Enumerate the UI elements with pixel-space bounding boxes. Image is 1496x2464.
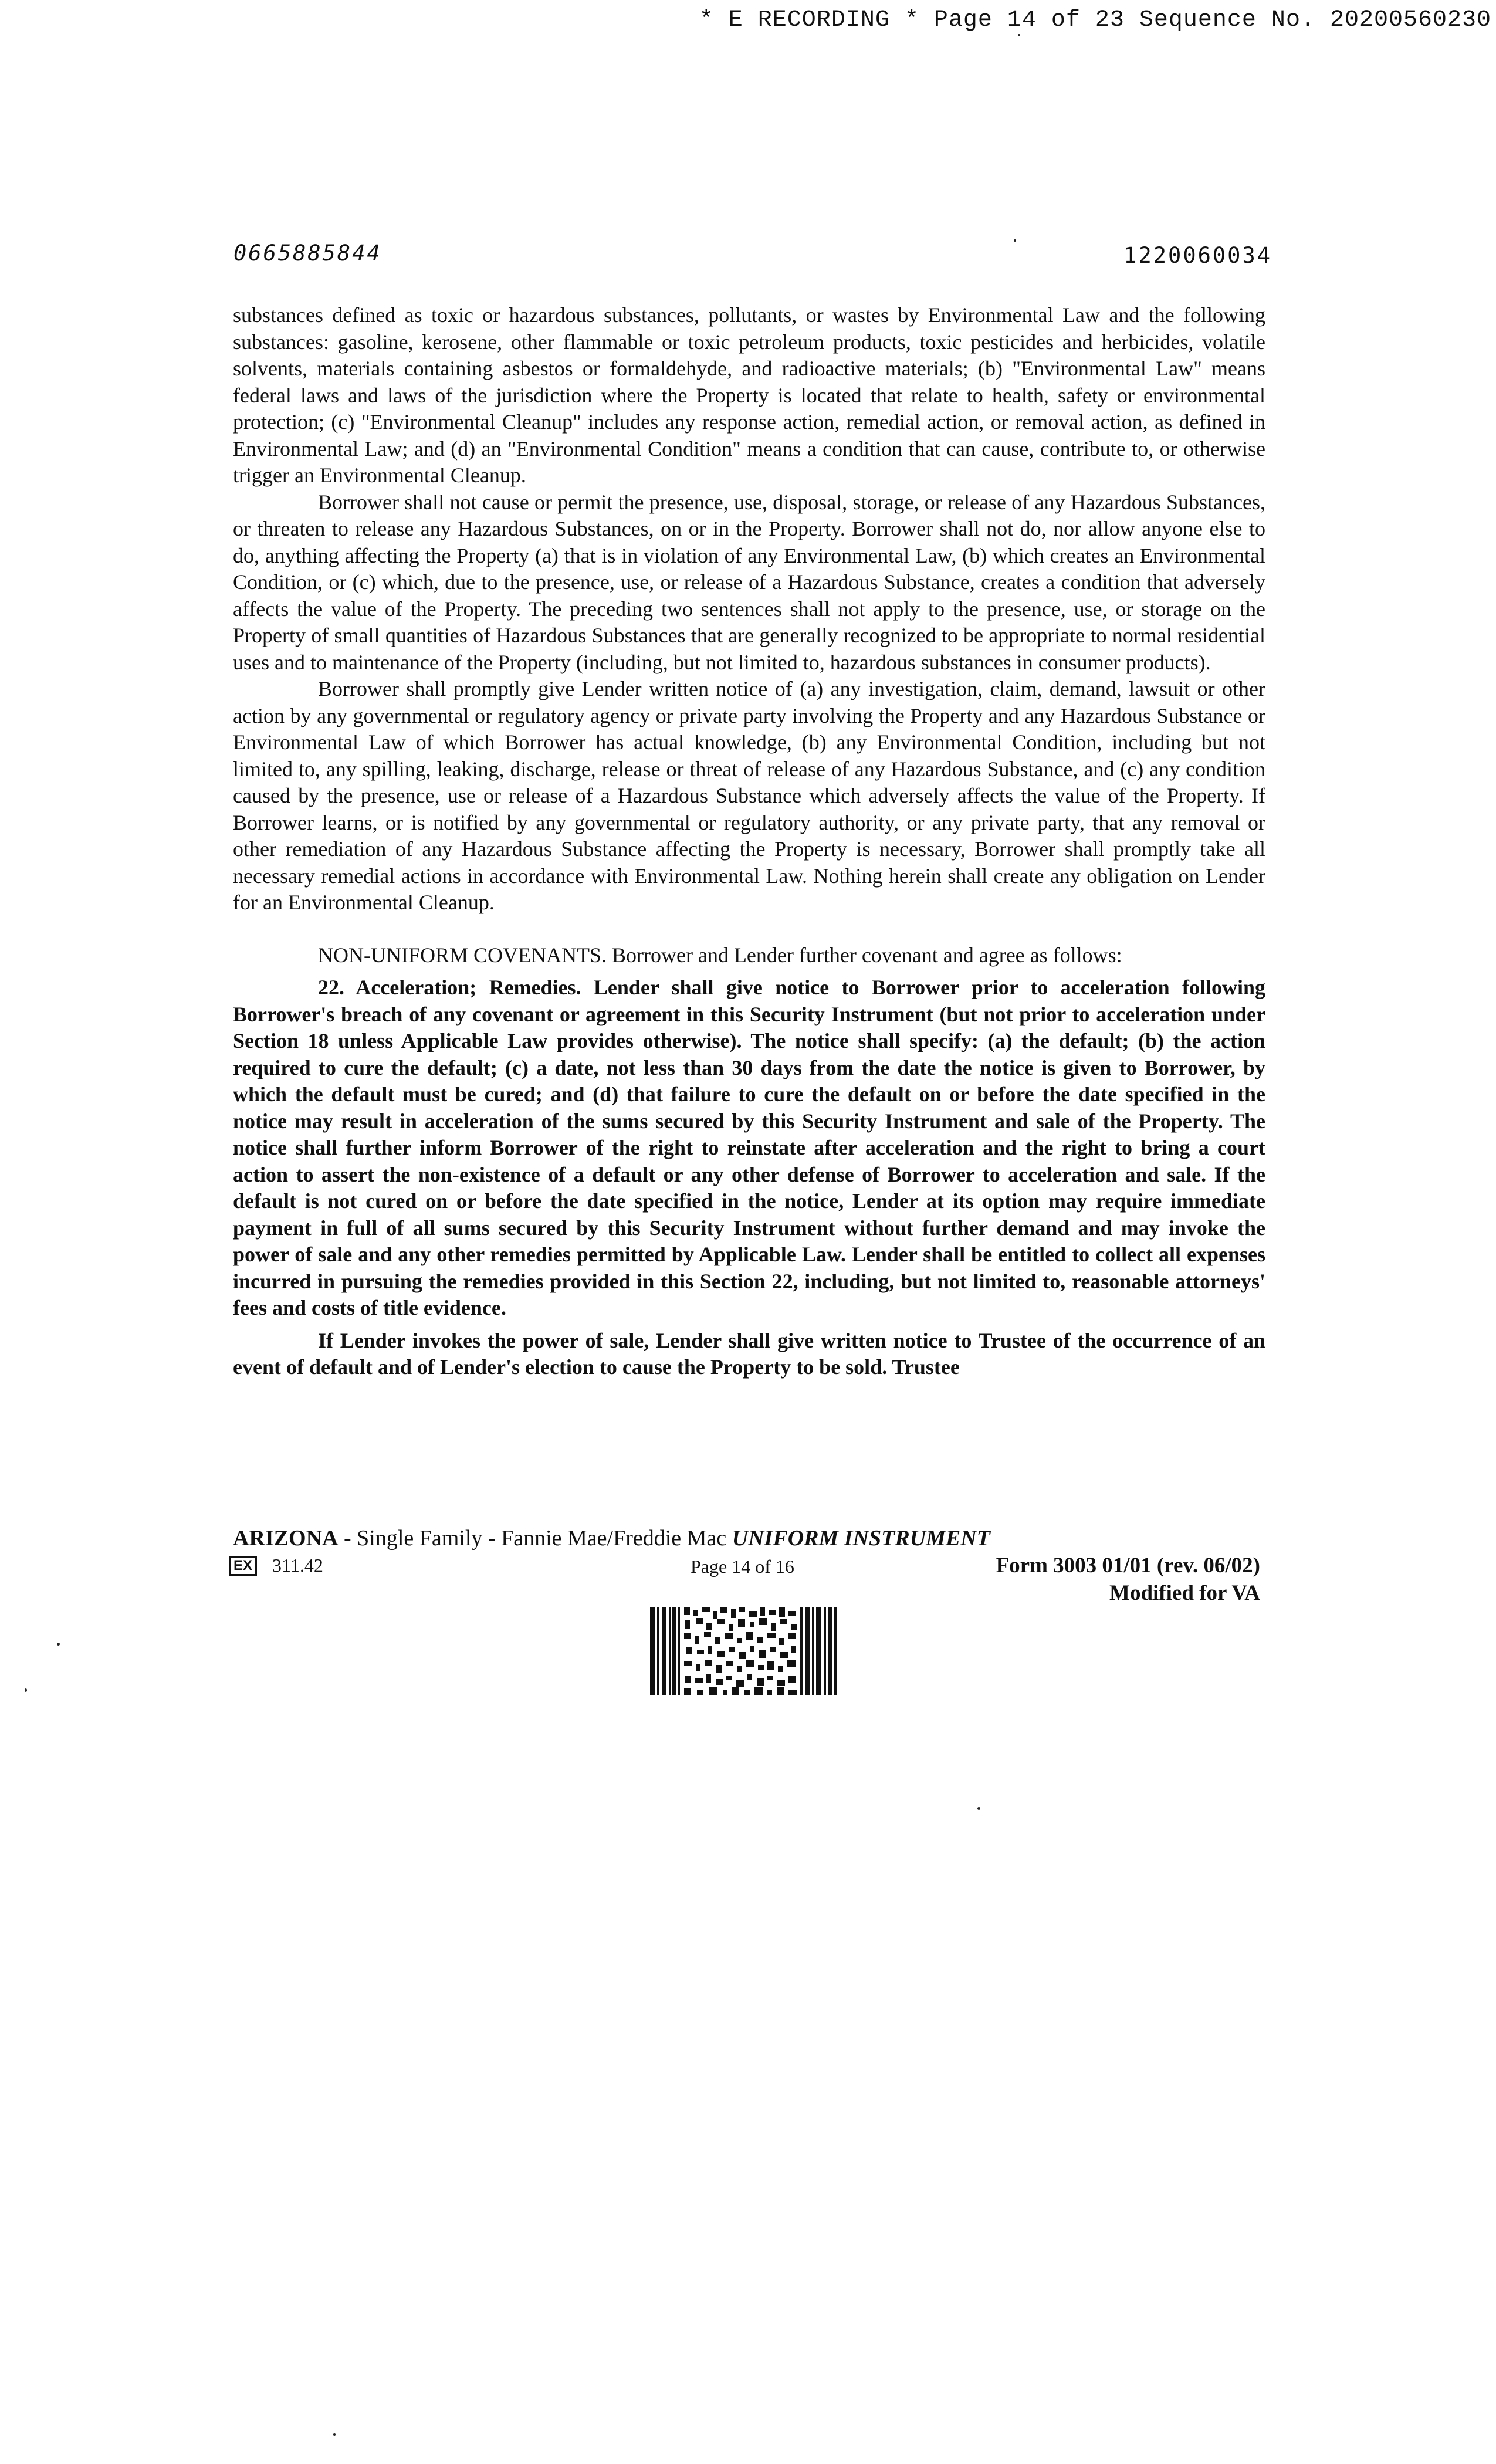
- page-indicator: Page 14 of 16: [691, 1556, 794, 1577]
- scan-speck: [57, 1643, 60, 1646]
- scan-speck: [977, 1807, 980, 1810]
- non-uniform-covenants-heading: NON-UNIFORM COVENANTS. Borrower and Lender further covenant and agree as follows:: [318, 943, 1122, 967]
- loan-number: 0665885844: [233, 241, 382, 266]
- scan-speck: [1018, 34, 1020, 36]
- section-22-acceleration: 22. Acceleration; Remedies. Lender shall give notice to Borrower prior to acceleration following Borrower's breach of any covenant or agreement in this Security Instrument (but not prior to acceleration under Section 18 unless Applicable Law provides otherwise). The notice shall specify: (a) the default; (b) the action required to cure the default; (c) a date, not less than 30 days from the date the notice is given to Borrower, by which the default must be cured; and (d) that failure to cure the default on or before the date specified in the notice may result in acceleration of the sums secured by this Security Instrument and sale of the Property. The notice shall further inform Borrower of the right to reinstate after acceleration and the right to bring a court action to assert the non-existence of a default or any other defense of Borrower to acceleration and sale. If the default is not cured on or before the date specified in the notice, Lender at its option may require immediate payment in full of all sums secured by this Security Instrument without further demand and may invoke the power of sale and any other remedies permitted by Applicable Law. Lender shall be entitled to collect all expenses incurred in pursuing the remedies provided in this Section 22, including, but not limited to, reasonable attorneys' fees and costs of title evidence.: [233, 976, 1265, 1319]
- paragraph-power-of-sale: If Lender invokes the power of sale, Lender shall give written notice to Trustee of the occurrence of an event of default and of Lender's election to cause the Property to be sold. Trustee: [233, 1328, 1265, 1379]
- footer-state: ARIZONA: [233, 1526, 339, 1551]
- paragraph-notice-obligations: Borrower shall promptly give Lender written notice of (a) any investigation, claim, demand, lawsuit or other action by any governmental or regulatory agency or private party involving the Property and any Hazardous Substance or Environmental Law of which Borrower has actual knowledge, (b) any Environmental Condition, including but not limited to, any spilling, leaking, discharge, release or threat of release of any Hazardous Substance, and (c) any condition caused by the presence, use or release of a Hazardous Substance which adversely affects the value of the Property. If Borrower learns, or is notified by any governmental or regulatory authority, or any private party, that any removal or other remediation of any Hazardous Substance affecting the Property is necessary, Borrower shall promptly take all necessary remedial actions in accordance with Environmental Law. Nothing herein shall create any obligation on Lender for an Environmental Cleanup.: [233, 677, 1265, 914]
- form-number: Form 3003 01/01 (rev. 06/02): [996, 1553, 1260, 1578]
- scan-speck: [25, 1688, 27, 1692]
- barcode: [650, 1607, 838, 1695]
- paragraph-hazardous-restrictions: Borrower shall not cause or permit the presence, use, disposal, storage, or release of any Hazardous Substances, or threaten to release any Hazardous Substances, on or in the Property. Borrower shall not do, nor allow anyone else to do, anything affecting the Property (a) that is in violation of any Environmental Law, (b) which creates an Environmental Condition, or (c) which, due to the presence, use, or release of a Hazardous Substance, creates a condition that adversely affects the value of the Property. The preceding two sentences shall not apply to the presence, use, or storage on the Property of small quantities of Hazardous Substances that are generally recognized to be appropriate to normal residential uses and to maintenance of the Property (including, but not limited to, hazardous substances in consumer products).: [233, 490, 1265, 674]
- document-body: [233, 302, 1265, 1381]
- footer-title: [233, 1525, 990, 1551]
- form-number-block: [996, 1552, 1260, 1607]
- form-logo: EX: [229, 1556, 257, 1576]
- footer-instrument: UNIFORM INSTRUMENT: [732, 1526, 990, 1551]
- form-code: [229, 1555, 323, 1576]
- scan-speck: [1014, 239, 1016, 242]
- paragraph-definitions: substances defined as toxic or hazardous substances, pollutants, or wastes by Environmental Law and the following substances: gasoline, kerosene, other flammable or toxic petroleum products, toxic pesticides and herbicides, volatile solvents, materials containing asbestos or formaldehyde, and radioactive materials; (b) "Environmental Law" means federal laws and laws of the jurisdiction where the Property is located that relate to health, safety or environmental protection; (c) "Environmental Cleanup" includes any response action, remedial action, or removal action, as defined in Environmental Law; and (d) an "Environmental Condition" means a condition that can cause, contribute to, or otherwise trigger an Environmental Cleanup.: [233, 303, 1265, 487]
- scan-speck: [333, 2433, 336, 2436]
- footer-description: - Single Family - Fannie Mae/Freddie Mac: [338, 1526, 732, 1551]
- recording-stamp: * E RECORDING * Page 14 of 23 Sequence No. 20200560230: [699, 7, 1491, 33]
- reference-number: 1220060034: [1123, 243, 1272, 268]
- form-modified: Modified for VA: [1109, 1581, 1260, 1605]
- form-code-number: 311.42: [272, 1555, 323, 1576]
